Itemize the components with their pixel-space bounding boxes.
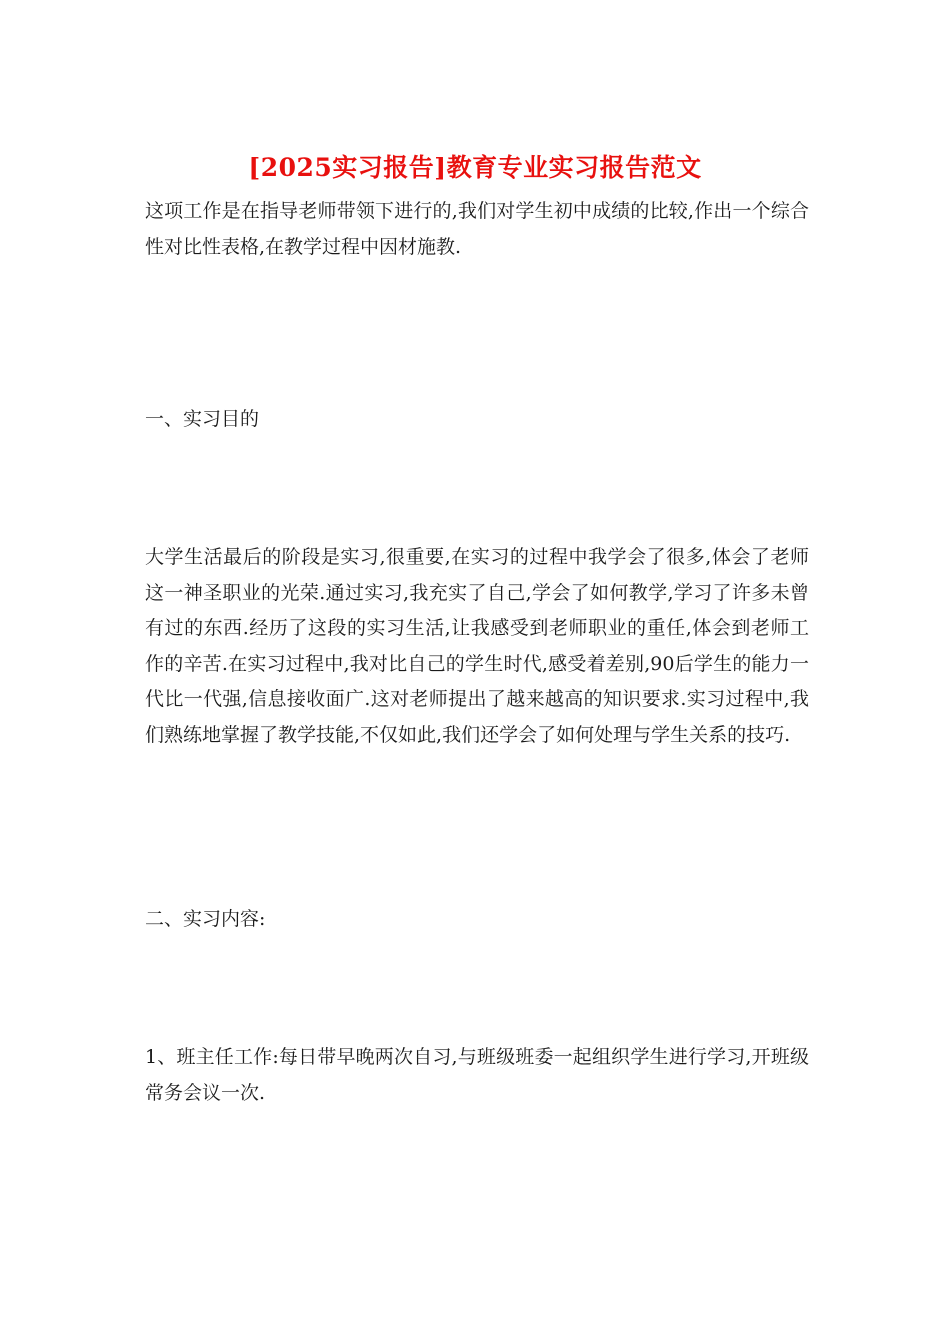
section-heading-content: 二、实习内容: <box>145 908 266 930</box>
document-title: [2025实习报告]教育专业实习报告范文 <box>248 153 702 182</box>
section-heading-purpose: 一、实习目的 <box>145 408 260 430</box>
content-item-1: 1、班主任工作:每日带早晚两次自习,与班级班委一起组织学生进行学习,开班级常务会议一次. <box>145 1046 809 1104</box>
intro-paragraph: 这项工作是在指导老师带领下进行的,我们对学生初中成绩的比较,作出一个综合性对比性表格,在教学过程中因材施教. <box>145 200 809 258</box>
section-body-purpose: 大学生活最后的阶段是实习,很重要,在实习的过程中我学会了很多,体会了老师这一神圣职业的光荣.通过实习,我充实了自己,学会了如何教学,学习了许多未曾有过的东西.经历了这段的实习生活,让我感受到老师职业的重任,体会到老师工作的辛苦.在实习过程中,我对比自己的学生时代,感受着差别,90后学生的能力一代比一代强,信息接收面广.这对老师提出了越来越高的知识要求.实习过程中,我们熟练地掌握了教学技能,不仅如此,我们还学会了如何处理与学生关系的技巧. <box>145 546 809 746</box>
